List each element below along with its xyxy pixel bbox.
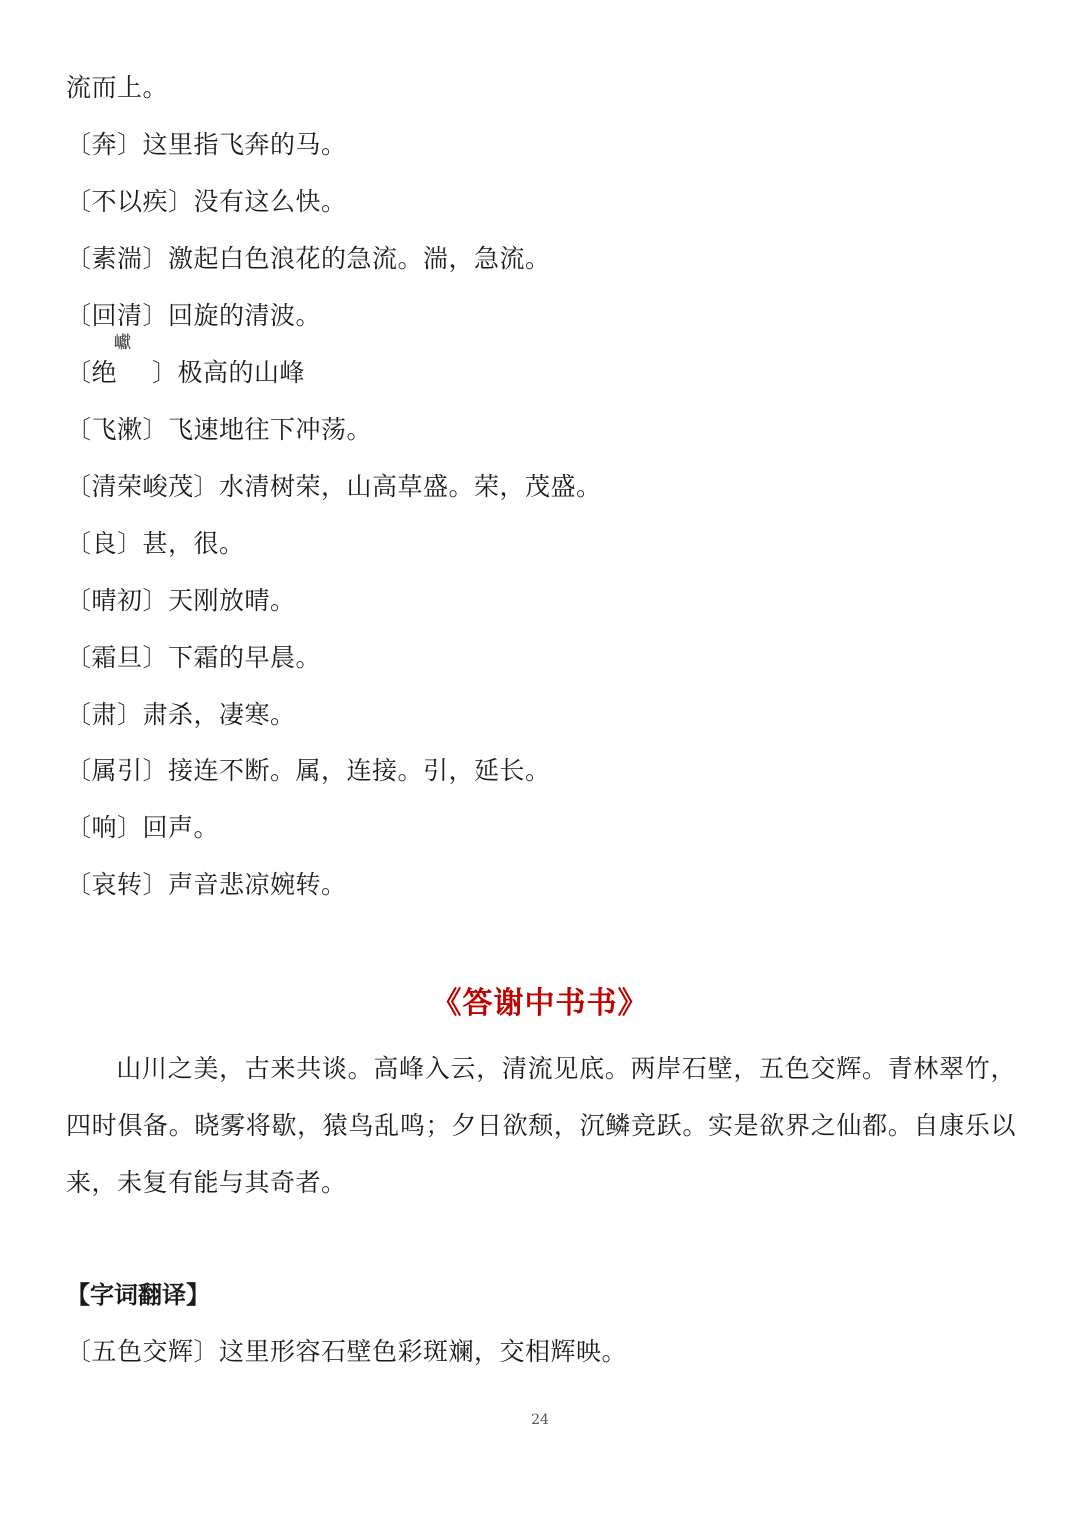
- note-line: 〔响〕回声。: [66, 813, 220, 842]
- essay-text: 山川之美，古来共谈。高峰入云，清流见底。两岸石壁，五色交辉。青林翠竹，四时俱备。晓雾将歇，猿鸟乱鸣；夕日欲颓，沉鳞竞跃。实是欲界之仙都。自康乐以来，未复有能与其奇者。: [66, 1054, 1016, 1197]
- page-number: 24: [531, 1412, 549, 1428]
- note-line: 〔不以疾〕没有这么快。: [66, 187, 347, 216]
- note-line-continued: 〕极高的山峰: [152, 358, 306, 387]
- note-line: 〔属引〕接连不断。属，连接。引，延长。: [66, 756, 551, 785]
- note-line: 〔飞漱〕飞速地往下冲荡。: [66, 415, 373, 444]
- note-line: 〔奔〕这里指飞奔的马。: [66, 130, 347, 159]
- note-line: 流而上。: [66, 73, 169, 102]
- ruby-annotation: 巘: [114, 333, 131, 353]
- note-line: 〔肃〕肃杀，凄寒。: [66, 700, 296, 729]
- note-line: 〔素湍〕激起白色浪花的急流。湍，急流。: [66, 244, 551, 273]
- glossary-heading: 【字词翻译】: [66, 1281, 210, 1309]
- essay-title: 《答谢中书书》: [431, 986, 649, 1021]
- note-line: 〔清荣峻茂〕水清树荣，山高草盛。荣，茂盛。: [66, 472, 602, 501]
- note-line: 〔良〕甚，很。: [66, 529, 245, 558]
- note-line: 〔晴初〕天刚放晴。: [66, 586, 296, 615]
- essay-paragraph: [66, 1040, 1016, 1211]
- note-line: 〔回清〕回旋的清波。: [66, 301, 322, 330]
- note-line: 〔绝: [66, 358, 118, 387]
- glossary-item: 〔五色交辉〕这里形容石壁色彩斑斓，交相辉映。: [66, 1337, 628, 1366]
- note-line: 〔霜旦〕下霜的早晨。: [66, 643, 322, 672]
- note-line: 〔哀转〕声音悲凉婉转。: [66, 870, 347, 899]
